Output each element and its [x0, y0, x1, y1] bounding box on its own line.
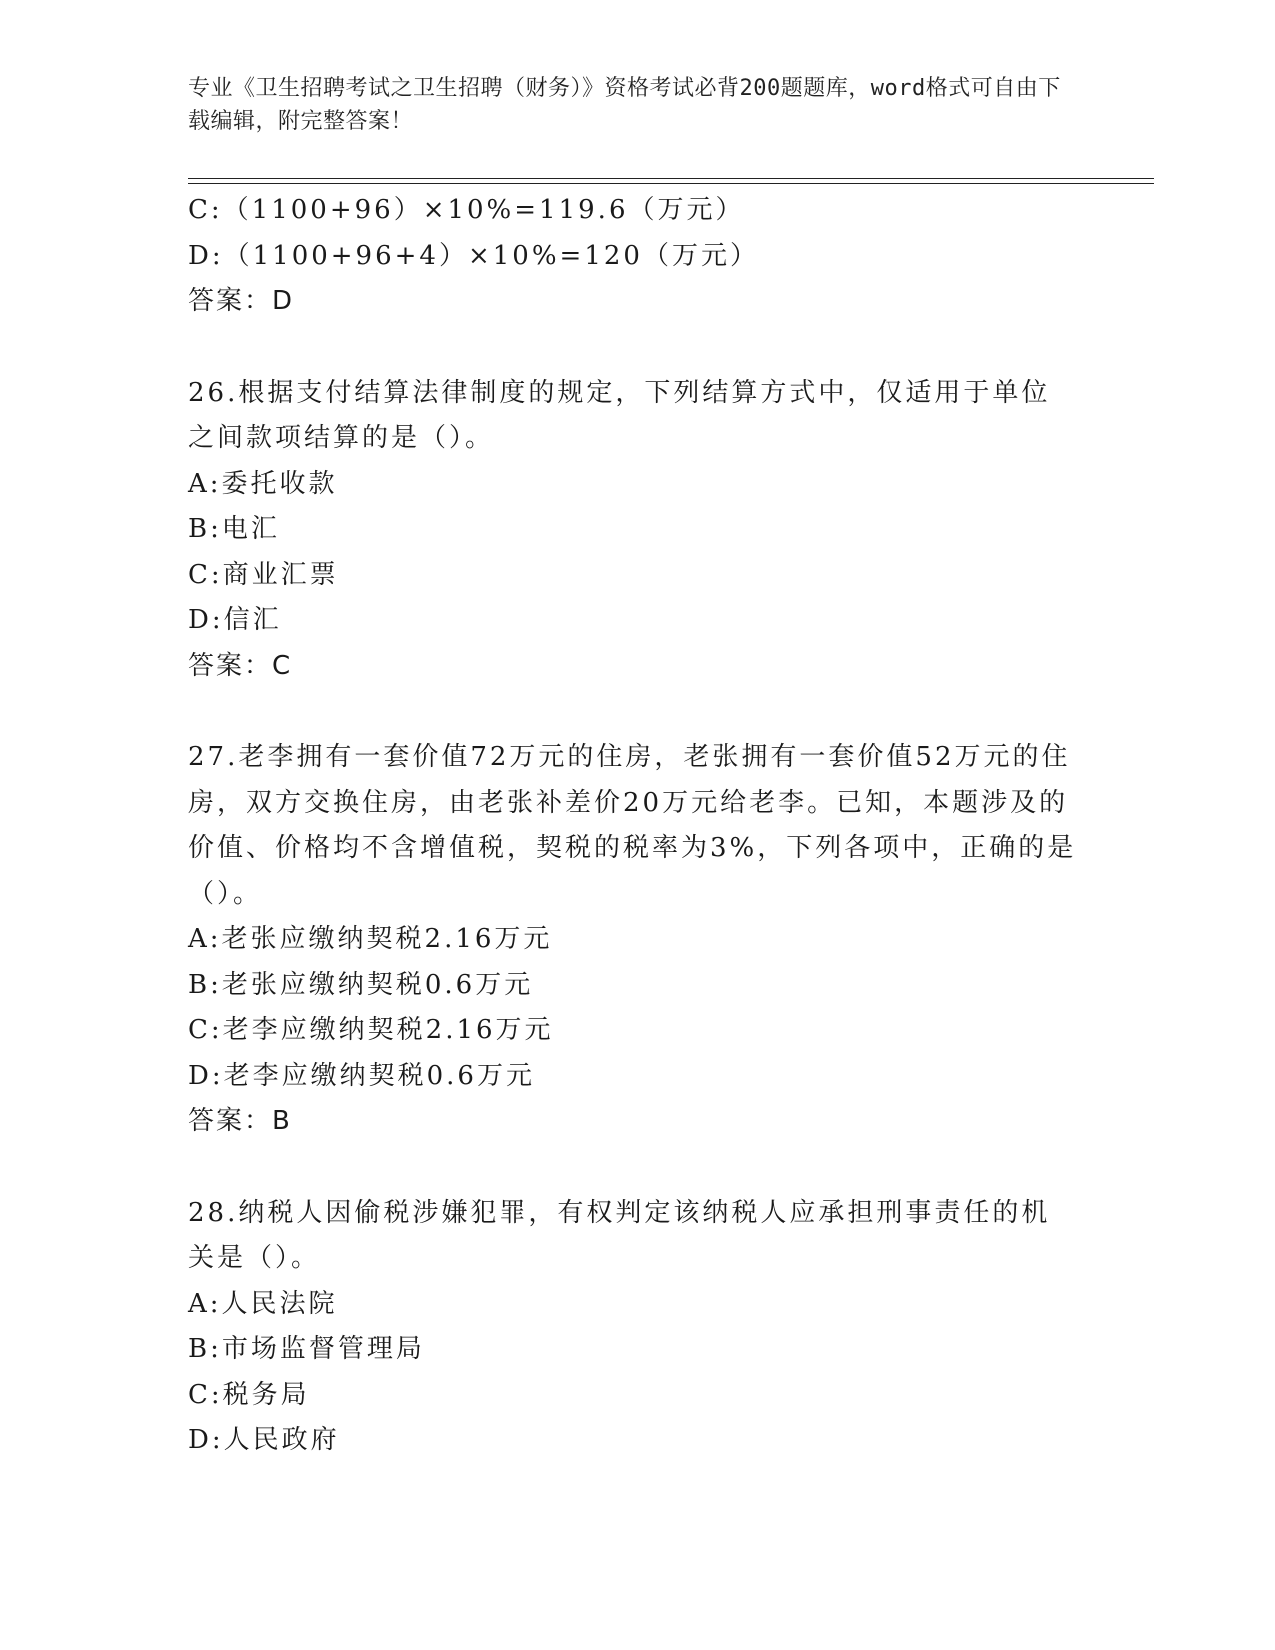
option-d: D:（1100+96+4）×10%=120（万元）: [188, 240, 759, 271]
option-b: B:老张应缴纳契税0.6万元: [188, 969, 534, 1000]
option-a: A:老张应缴纳契税2.16万元: [188, 924, 553, 954]
spacer: [188, 325, 1078, 371]
option-c: C:（1100+96）×10%=119.6（万元）: [188, 195, 745, 225]
option-d: D:老李应缴纳契税0.6万元: [188, 1060, 535, 1091]
question-27: [188, 735, 1078, 1145]
document-title: 专业《卫生招聘考试之卫生招聘（财务）》资格考试必背200题题库，word格式可自由下载编辑，附完整答案！: [188, 76, 1061, 134]
spacer: [188, 689, 1078, 735]
question-stem: 28.纳税人因偷税涉嫌犯罪，有权判定该纳税人应承担刑事责任的机关是（）。: [188, 1197, 1051, 1273]
spacer: [188, 1145, 1078, 1191]
document-body: [188, 188, 1078, 1464]
answer-line: 答案：D: [188, 286, 295, 316]
question-26: [188, 371, 1078, 690]
answer-line: 答案：B: [188, 1106, 292, 1136]
option-c: C:老李应缴纳契税2.16万元: [188, 1015, 554, 1045]
option-a: A:委托收款: [188, 468, 338, 499]
question-28: [188, 1191, 1078, 1464]
question-stem: 27.老李拥有一套价值72万元的住房，老张拥有一套价值52万元的住房，双方交换住房，由老张补差价20万元给老李。已知，本题涉及的价值、价格均不含增值税，契税的税率为3%，下列各项中，正确的是（）。: [188, 742, 1077, 909]
header-divider: [188, 178, 1154, 184]
option-d: D:信汇: [188, 605, 282, 635]
option-c: C:商业汇票: [188, 559, 339, 590]
option-c: C:税务局: [188, 1379, 310, 1410]
page-header: [188, 72, 1078, 138]
option-a: A:人民法院: [188, 1288, 338, 1319]
answer-line: 答案：C: [188, 650, 293, 681]
option-b: B:电汇: [188, 514, 280, 544]
option-b: B:市场监督管理局: [188, 1334, 425, 1364]
question-stem: 26.根据支付结算法律制度的规定，下列结算方式中，仅适用于单位之间款项结算的是（）。: [188, 377, 1051, 453]
option-d: D:人民政府: [188, 1425, 340, 1455]
